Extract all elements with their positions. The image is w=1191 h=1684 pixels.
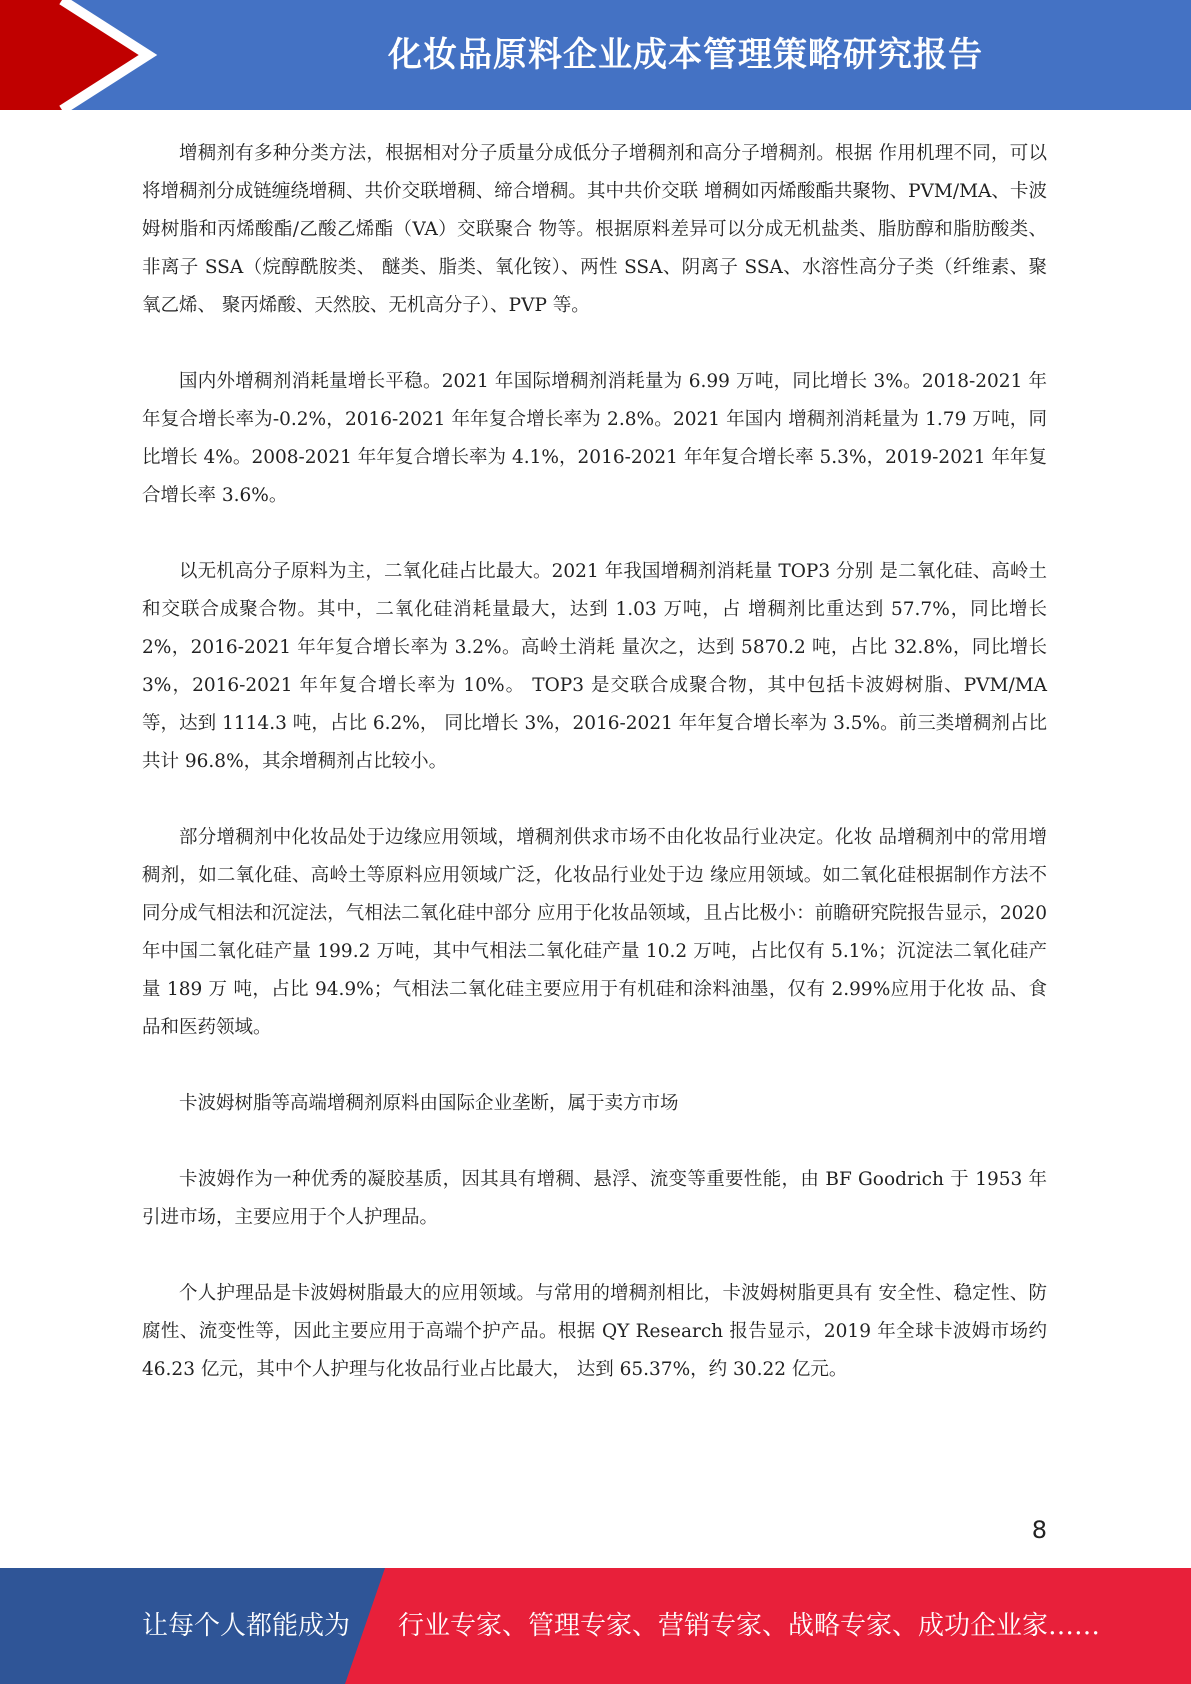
paragraph-thickener-classification: 增稠剂有多种分类方法，根据相对分子质量分成低分子增稠剂和高分子增稠剂。根据 作用机理不同，可以将增稠剂分成链缠绕增稠、共价交联增稠、缔合增稠。其中共价交联 增稠如丙烯酸酯共聚物、PVM/MA、卡波姆树脂和丙烯酸酯/乙酸乙烯酯（VA）交联聚合 物等。根据原料差异可以分成无机盐类、脂肪醇和脂肪酸类、非离子 SSA（烷醇酰胺类、 醚类、脂类、氧化铵）、两性 SSA、阴离子 SSA、水溶性高分子类（纤维素、聚氧乙烯、 聚丙烯酸、天然胶、无机高分子）、PVP 等。: [142, 143, 1047, 316]
header-band: [0, 0, 1191, 110]
report-title: 化妆品原料企业成本管理策略研究报告: [388, 35, 983, 75]
footer-slogan-right: 行业专家、管理专家、营销专家、战略专家、成功企业家……: [398, 1611, 1101, 1641]
footer-band: [0, 1568, 1191, 1684]
paragraph-carbomer-intro: 卡波姆作为一种优秀的凝胶基质，因其具有增稠、悬浮、流变等重要性能，由 BF Goodrich 于 1953 年引进市场，主要应用于个人护理品。: [142, 1169, 1047, 1228]
paragraph-inorganic-share: 以无机高分子原料为主，二氧化硅占比最大。2021 年我国增稠剂消耗量 TOP3 分别 是二氧化硅、高岭土和交联合成聚合物。其中，二氧化硅消耗量最大，达到 1.03 万吨，占 增稠剂比重达到 57.7%，同比增长 2%，2016-2021 年年复合增长率为 3.2%。高岭土消耗 量次之，达到 5870.2 吨，占比 32.8%，同比增长 3%，2016-2021 年年复合增长率为 10%。 TOP3 是交联合成聚合物，其中包括卡波姆树脂、PVM/MA 等，达到 1114.3 吨，占比 6.2%， 同比增长 3%，2016-2021 年年复合增长率为 3.5%。前三类增稠剂占比共计 96.8%，其余增稠剂占比较小。: [142, 561, 1047, 772]
section-heading-carbomer: 卡波姆树脂等高端增稠剂原料由国际企业垄断，属于卖方市场: [179, 1093, 679, 1114]
paragraph-consumption-growth: 国内外增稠剂消耗量增长平稳。2021 年国际增稠剂消耗量为 6.99 万吨，同比增长 3%。2018-2021 年年复合增长率为-0.2%，2016-2021 年年复合增长率为 2.8%。2021 年国内 增稠剂消耗量为 1.79 万吨，同比增长 4%。2008-2021 年年复合增长率为 4.1%，2016-2021 年年复合增长率 5.3%，2019-2021 年年复合增长率 3.6%。: [142, 371, 1047, 506]
paragraph-marginal-application: 部分增稠剂中化妆品处于边缘应用领域，增稠剂供求市场不由化妆品行业决定。化妆 品增稠剂中的常用增稠剂，如二氧化硅、高岭土等原料应用领域广泛，化妆品行业处于边 缘应用领域。如二氧化硅根据制作方法不同分成气相法和沉淀法，气相法二氧化硅中部分 应用于化妆品领域，且占比极小：前瞻研究院报告显示，2020 年中国二氧化硅产量 199.2 万吨，其中气相法二氧化硅产量 10.2 万吨，占比仅有 5.1%；沉淀法二氧化硅产量 189 万 吨，占比 94.9%；气相法二氧化硅主要应用于有机硅和涂料油墨，仅有 2.99%应用于化妆 品、食品和医药领域。: [142, 827, 1047, 1038]
page-number: 8: [1031, 1516, 1047, 1544]
paragraph-personal-care: 个人护理品是卡波姆树脂最大的应用领域。与常用的增稠剂相比，卡波姆树脂更具有 安全性、稳定性、防腐性、流变性等，因此主要应用于高端个护产品。根据 QY Research 报告显示，2019 年全球卡波姆市场约 46.23 亿元，其中个人护理与化妆品行业占比最大， 达到 65.37%，约 30.22 亿元。: [142, 1283, 1047, 1380]
footer-slogan-left: 让每个人都能成为: [142, 1611, 351, 1641]
body-content: [142, 135, 1047, 1427]
